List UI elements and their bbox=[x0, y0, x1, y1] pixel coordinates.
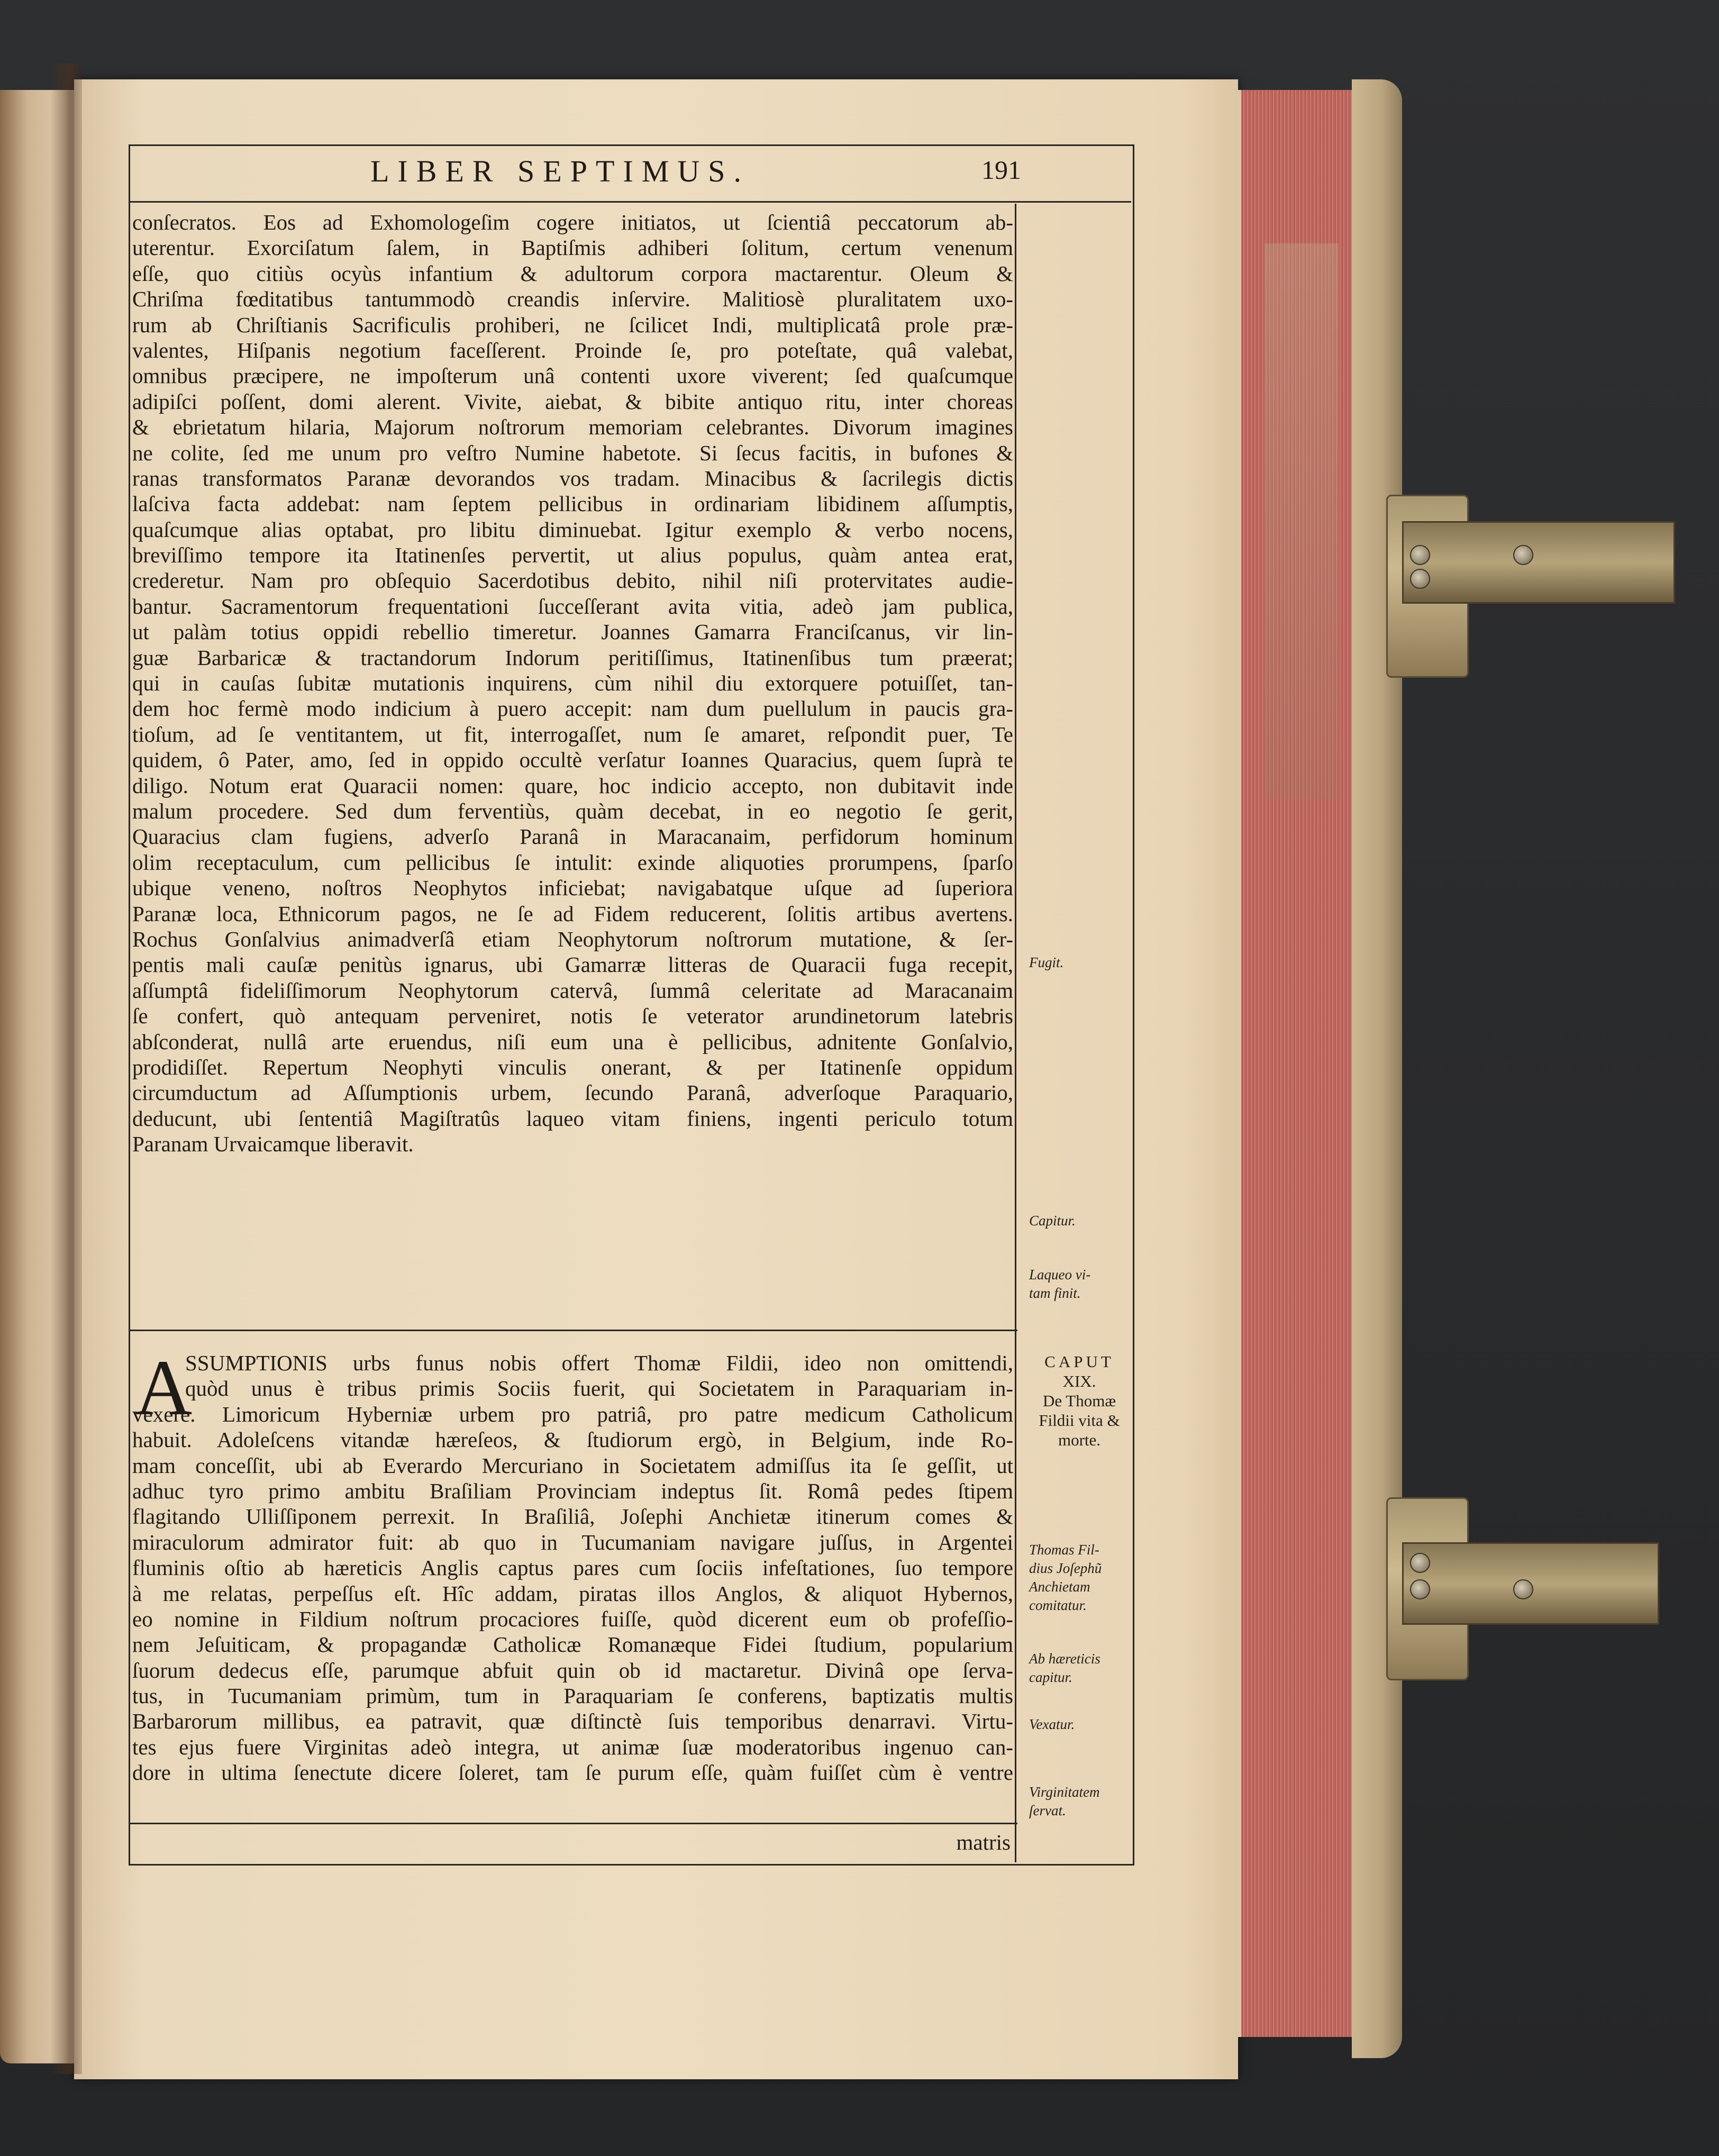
text-line: circumductum ad Aſſumptionis urbem, ſecundo Paranâ, adverſoque Paraquario, bbox=[132, 1080, 1013, 1105]
margin-note-line: Thomas Fil- bbox=[1029, 1542, 1099, 1558]
text-line: ut palàm totius oppidi rebellio timeretur. Joannes Gamarra Franciſcanus, vir lin- bbox=[132, 620, 1013, 644]
text-line: eſſe, quo citiùs ocyùs infantium & adultorum corpora mactarentur. Oleum & bbox=[132, 261, 1013, 286]
text-line: nem Jeſuiticam, & propagandæ Catholicæ Romanæque Fidei ſtudium, popularium bbox=[132, 1632, 1013, 1657]
text-line: deducunt, ubi ſententiâ Magiſtratûs laqueo vitam finiens, ingenti periculo totum bbox=[132, 1106, 1013, 1131]
paper-label bbox=[1265, 243, 1339, 799]
margin-column-rule bbox=[1015, 204, 1016, 1862]
running-head: LIBER SEPTIMUS. bbox=[370, 154, 750, 188]
lower-clasp-rivet bbox=[1513, 1579, 1533, 1599]
header-rule bbox=[129, 201, 1131, 203]
text-line: ſe confert, quò antequam perveniret, notis ſe veterator arundinetorum latebris bbox=[132, 1004, 1013, 1029]
text-line: bantur. Sacramentorum frequentationi ſucceſſerant avita vitia, adeò jam publica, bbox=[132, 594, 1013, 618]
text-line: vexere. Limoricum Hyberniæ urbem pro patriâ, pro patre medicum Catholicum bbox=[132, 1402, 1013, 1426]
text-line: eo nomine in Fildium noſtrum procaciores fuiſſe, quòd dicerent eum ob profeſſio- bbox=[132, 1606, 1013, 1631]
upper-clasp-plate bbox=[1402, 521, 1675, 604]
text-line: SSUMPTIONIS urbs funus nobis offert Thomæ Fildii, ideo non omittendi, bbox=[185, 1351, 1013, 1375]
chapter-number: XIX. bbox=[1062, 1372, 1096, 1390]
text-line: prodidiſſet. Repertum Neophyti vinculis onerant, & per Itatinenſe oppidum bbox=[132, 1054, 1013, 1079]
text-line: abſconderat, nullâ arte eruendus, niſi eum una è pellicibus, adnitente Gonſalvio, bbox=[132, 1029, 1013, 1054]
text-line: tus, in Tucumaniam primùm, tum in Paraquariam ſe conferens, baptizatis multis bbox=[132, 1684, 1013, 1708]
text-line: Barbarorum millibus, ea patravit, quæ diſtinctè ſuis temporibus denarravi. Virtu- bbox=[132, 1709, 1013, 1734]
margin-note-line: Virginitatem bbox=[1029, 1784, 1100, 1800]
text-line: mam conceſſit, ubi ab Everardo Mercuriano in Societatem admiſſus ita ſe geſſit, ut bbox=[132, 1453, 1013, 1478]
text-line: ranas transformatos Paranæ devorandos vos tradam. Minacibus & ſacrilegis dictis bbox=[132, 466, 1013, 490]
margin-note-line: Ab hæreticis bbox=[1029, 1651, 1100, 1667]
text-line: conſecratos. Eos ad Exhomologeſim cogere initiatos, ut ſcientiâ peccatorum ab- bbox=[132, 210, 1013, 234]
text-line: Paranam Urvaicamque liberavit. bbox=[132, 1132, 414, 1157]
drop-cap: A bbox=[135, 1344, 193, 1432]
margin-note-thomas bbox=[1029, 1541, 1130, 1615]
text-line: flagitando Ulliſſiponem perrexit. In Braſiliâ, Joſephi Anchietæ itinerum comes & bbox=[132, 1504, 1013, 1529]
gutter-shadow bbox=[50, 63, 82, 2074]
text-line: tioſum, ad ſe ventitantem, ut fit, interrogaſſet, num ſe amaret, reſpondit puer, Te bbox=[132, 722, 1013, 747]
chapter-title-line: De Thomæ bbox=[1042, 1391, 1116, 1410]
margin-note-virginitatem bbox=[1029, 1783, 1130, 1820]
text-line: laſciva facta addebat: nam ſeptem pellicibus in ordinariam libidinem aſſumptis, bbox=[132, 492, 1013, 516]
lower-clasp-rivet bbox=[1410, 1579, 1430, 1599]
page-number: 191 bbox=[981, 155, 1021, 185]
text-line: à me relatas, perpeſſus eſt. Hîc addam, piratas illos Anglos, & aliquot Hybernos, bbox=[132, 1581, 1013, 1606]
text-line: qui in cauſas ſubitæ mutationis inquirens, cùm nihil diu extorquere potuiſſet, tan- bbox=[132, 671, 1013, 696]
separator-rule bbox=[129, 1330, 1017, 1331]
text-line: malum procedere. Sed dum ferventiùs, quàm decebat, in eo negotio ſe gerit, bbox=[132, 798, 1013, 823]
text-line: tes ejus fuere Virginitas adeò integra, ut animæ ſuæ moderatoribus ingenuo can- bbox=[132, 1734, 1013, 1759]
catchword: matris bbox=[956, 1830, 1011, 1854]
text-line: valentes, Hiſpanis negotium faceſſerent. Proinde ſe, pro poteſtate, quâ valebat, bbox=[132, 338, 1013, 362]
text-line: olim receptaculum, cum pellicibus ſe intulit: exinde aliquoties prorumpens, ſparſo bbox=[132, 850, 1013, 875]
text-line: Paranæ loca, Ethnicorum pagos, ne ſe ad Fidem reducerent, ſolitis artibus avertens. bbox=[132, 901, 1013, 926]
text-line: guæ Barbaricæ & tractandorum Indorum peritiſſimus, Itatinenſibus tum præerat; bbox=[132, 645, 1013, 670]
text-line: ſuorum dedecus eſſe, parumque abfuit quin ob id mactaretur. Divinâ ope ſerva- bbox=[132, 1658, 1013, 1682]
book-cover-board bbox=[1352, 79, 1402, 2058]
margin-note-line: Laqueo vi- bbox=[1029, 1267, 1091, 1282]
bottom-rule bbox=[129, 1823, 1017, 1824]
text-line: fluminis oſtio ab hæreticis Anglis captus pares cum ſociis infeſtationes, ſuo tempore bbox=[132, 1555, 1013, 1580]
margin-note-line: capitur. bbox=[1029, 1669, 1072, 1685]
lower-clasp-rivet bbox=[1410, 1553, 1430, 1573]
text-line: dem hoc fermè modo indicium à puero accepit: nam dum puellulum in paucis gra- bbox=[132, 696, 1013, 721]
text-line: Quaracius clam fugiens, adverſo Paranâ in Maracanaim, perfidorum hominum bbox=[132, 824, 1013, 849]
text-line: adipiſci poſſent, domi alerent. Vivite, aiebat, & bibite antiquo ritu, inter choreas bbox=[132, 389, 1013, 414]
text-line: Chriſma fœditatibus tantummodò creandis inſervire. Malitiosè pluralitatem uxo- bbox=[132, 287, 1013, 312]
text-line: ne colite, ſed me unum pro veſtro Numine habetote. Si ſecus facitis, in bufones & bbox=[132, 440, 1013, 465]
margin-note-line: ſervat. bbox=[1029, 1803, 1066, 1818]
text-line: crederetur. Nam pro obſequio Sacerdotibus debito, nihil niſi protervitates audie- bbox=[132, 568, 1013, 593]
upper-clasp-rivet bbox=[1410, 569, 1430, 589]
text-line: aſſumptâ fideliſſimorum Neophytorum catervâ, ſummâ celeritate ad Maracanaim bbox=[132, 978, 1013, 1003]
text-line: quidem, ô Pater, amo, ſed in oppido occultè verſatur Ioannes Quaracius, quem ſuprà te bbox=[132, 748, 1013, 772]
margin-note-line: comitatur. bbox=[1029, 1597, 1087, 1613]
text-line: ubique veneno, noſtros Neophytos inficiebat; navigabatque uſque ad ſuperiora bbox=[132, 876, 1013, 900]
text-line: pentis mali cauſæ penitùs ignarus, ubi Gamarræ litteras de Quaracii fuga recepit, bbox=[132, 952, 1013, 977]
text-line: dore in ultima ſenectute dicere ſoleret, tam ſe purum eſſe, quàm fuiſſet cùm è ventre bbox=[132, 1760, 1013, 1785]
margin-note-line: dius Joſephũ bbox=[1029, 1560, 1102, 1576]
text-line: omnibus præcipere, ne impoſterum unâ contenti uxore viverent; ſed quaſcumque bbox=[132, 363, 1013, 388]
text-line: habuit. Adoleſcens vitandæ hæreſeos, & ſtudiorum ergò, in Belgium, inde Ro- bbox=[132, 1427, 1013, 1452]
upper-clasp-rivet bbox=[1410, 545, 1430, 565]
text-line: quòd unus è tribus primis Sociis fuerit, qui Societatem in Paraquariam in- bbox=[185, 1376, 1013, 1401]
margin-note-haereticis bbox=[1029, 1650, 1130, 1687]
chapter-heading bbox=[1029, 1352, 1130, 1450]
chapter-label: CAPUT bbox=[1044, 1352, 1114, 1371]
text-line: quaſcumque alias optabat, pro libitu diminuebat. Igitur exemplo & verbo nocens, bbox=[132, 517, 1013, 542]
chapter-title-line: morte. bbox=[1058, 1431, 1101, 1449]
text-line: rum ab Chriſtianis Sacrificulis prohiberi, ne ſcilicet Indi, multiplicatâ prole præ- bbox=[132, 312, 1013, 337]
text-line: uterentur. Exorciſatum ſalem, in Baptiſmis adhiberi ſolitum, certum venenum bbox=[132, 235, 1013, 260]
margin-note-laqueo bbox=[1029, 1266, 1130, 1303]
paragraph-1 bbox=[132, 210, 1013, 1157]
chapter-title-line: Fildii vita & bbox=[1039, 1411, 1120, 1430]
text-line: diligo. Notum erat Quaracii nomen: quare, hoc indicio accepto, non dubitavit inde bbox=[132, 773, 1013, 798]
margin-note-capitur: Capitur. bbox=[1029, 1213, 1076, 1229]
margin-note-fugit: Fugit. bbox=[1029, 954, 1064, 970]
text-line: Rochus Gonſalvius animadverſâ etiam Neophytorum noſtrorum mutatione, & ſer- bbox=[132, 926, 1013, 951]
text-line: adhuc tyro primo ambitu Braſiliam Provinciam indeptus ſit. Româ pedes ſtipem bbox=[132, 1478, 1013, 1503]
text-line: & ebrietatum hilaria, Majorum noſtrorum memoriam celebrantes. Divorum imagines bbox=[132, 415, 1013, 440]
paragraph-2 bbox=[132, 1344, 1013, 1786]
margin-note-line: tam finit. bbox=[1029, 1285, 1081, 1301]
text-line: breviſſimo tempore ita Itatinenſes pervertit, ut alius populus, quàm antea erat, bbox=[132, 543, 1013, 568]
text-line: miraculorum admirator fuit: ab quo in Tucumaniam navigare juſſus, in Argentei bbox=[132, 1530, 1013, 1554]
margin-note-vexatur: Vexatur. bbox=[1029, 1716, 1075, 1732]
upper-clasp-rivet bbox=[1513, 545, 1533, 565]
margin-note-line: Anchietam bbox=[1029, 1579, 1090, 1595]
